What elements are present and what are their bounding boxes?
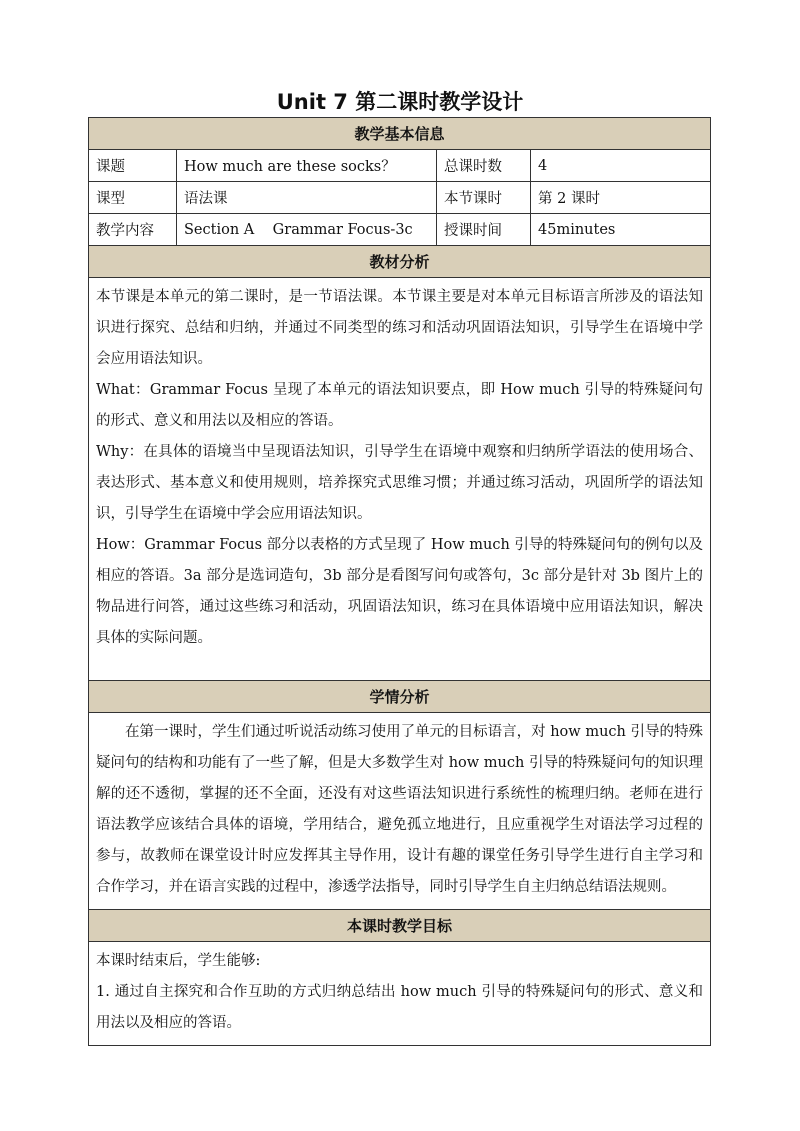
info-row bbox=[89, 214, 711, 246]
value-current-period: 第 2 课时 bbox=[531, 182, 711, 214]
material-analysis-header: 教材分析 bbox=[89, 246, 711, 278]
material-paragraph-why: Why：在具体的语境当中呈现语法知识，引导学生在语境中观察和归纳所学语法的使用场合、表达形式、基本意义和使用规则，培养探究式思维习惯；并通过练习活动，巩固所学的语法知识，引导学生在语境中学会应用语法知识。 bbox=[96, 444, 703, 522]
material-paragraph-what: What：Grammar Focus 呈现了本单元的语法知识要点，即 How much 引导的特殊疑问句的形式、意义和用法以及相应的答语。 bbox=[96, 382, 703, 429]
learner-paragraph: 在第一课时，学生们通过听说活动练习使用了单元的目标语言，对 how much 引导的特殊疑问句的结构和功能有了一些了解，但是大多数学生对 how much 引导的特殊疑问句的知识理解的还不透彻，掌握的还不全面，还没有对这些语法知识进行系统性的梳理归纳。老师在进行语法教学应该结合具体的语境，学用结合，避免孤立地进行，且应重视学生对语法学习过程的参与，故教师在课堂设计时应发挥其主导作用，设计有趣的课堂任务引导学生进行自主学习和合作学习，并在语言实践的过程中，渗透学法指导，同时引导学生自主归纳总结语法规则。 bbox=[96, 724, 703, 895]
label-current-period: 本节课时 bbox=[437, 182, 531, 214]
label-total-periods: 总课时数 bbox=[437, 150, 531, 182]
value-lesson-type: 语法课 bbox=[177, 182, 437, 214]
lesson-plan-table bbox=[88, 117, 711, 1046]
label-lesson-type: 课型 bbox=[89, 182, 177, 214]
info-row bbox=[89, 150, 711, 182]
objectives-body bbox=[89, 942, 711, 1046]
material-paragraph: 本节课是本单元的第二课时，是一节语法课。本节课主要是对本单元目标语言所涉及的语法知识进行探究、总结和归纳，并通过不同类型的练习和活动巩固语法知识，引导学生在语境中学会应用语法知识。 bbox=[96, 289, 703, 367]
basic-info-header: 教学基本信息 bbox=[89, 118, 711, 150]
objectives-intro: 本课时结束后，学生能够: bbox=[96, 953, 261, 969]
value-topic: How much are these socks？ bbox=[177, 150, 437, 182]
label-content: 教学内容 bbox=[89, 214, 177, 246]
learner-analysis-header: 学情分析 bbox=[89, 681, 711, 713]
label-duration: 授课时间 bbox=[437, 214, 531, 246]
value-content: Section A Grammar Focus-3c bbox=[177, 214, 437, 246]
value-total-periods: 4 bbox=[531, 150, 711, 182]
material-paragraph-how: How：Grammar Focus 部分以表格的方式呈现了 How much 引导的特殊疑问句的例句以及相应的答语。3a 部分是选词造句，3b 部分是看图写问句或答句，3c 部分是针对 3b 图片上的物品进行问答，通过这些练习和活动，巩固语法知识，练习在具体语境中应用语法知识，解决具体的实际问题。 bbox=[96, 537, 703, 646]
learner-analysis-body bbox=[89, 713, 711, 910]
label-topic: 课题 bbox=[89, 150, 177, 182]
info-row bbox=[89, 182, 711, 214]
page-title: Unit 7 第二课时教学设计 bbox=[276, 90, 524, 114]
objective-item: 1. 通过自主探究和合作互助的方式归纳总结出 how much 引导的特殊疑问句的形式、意义和用法以及相应的答语。 bbox=[96, 984, 703, 1031]
material-analysis-body bbox=[89, 278, 711, 681]
value-duration: 45minutes bbox=[531, 214, 711, 246]
objectives-header: 本课时教学目标 bbox=[89, 910, 711, 942]
